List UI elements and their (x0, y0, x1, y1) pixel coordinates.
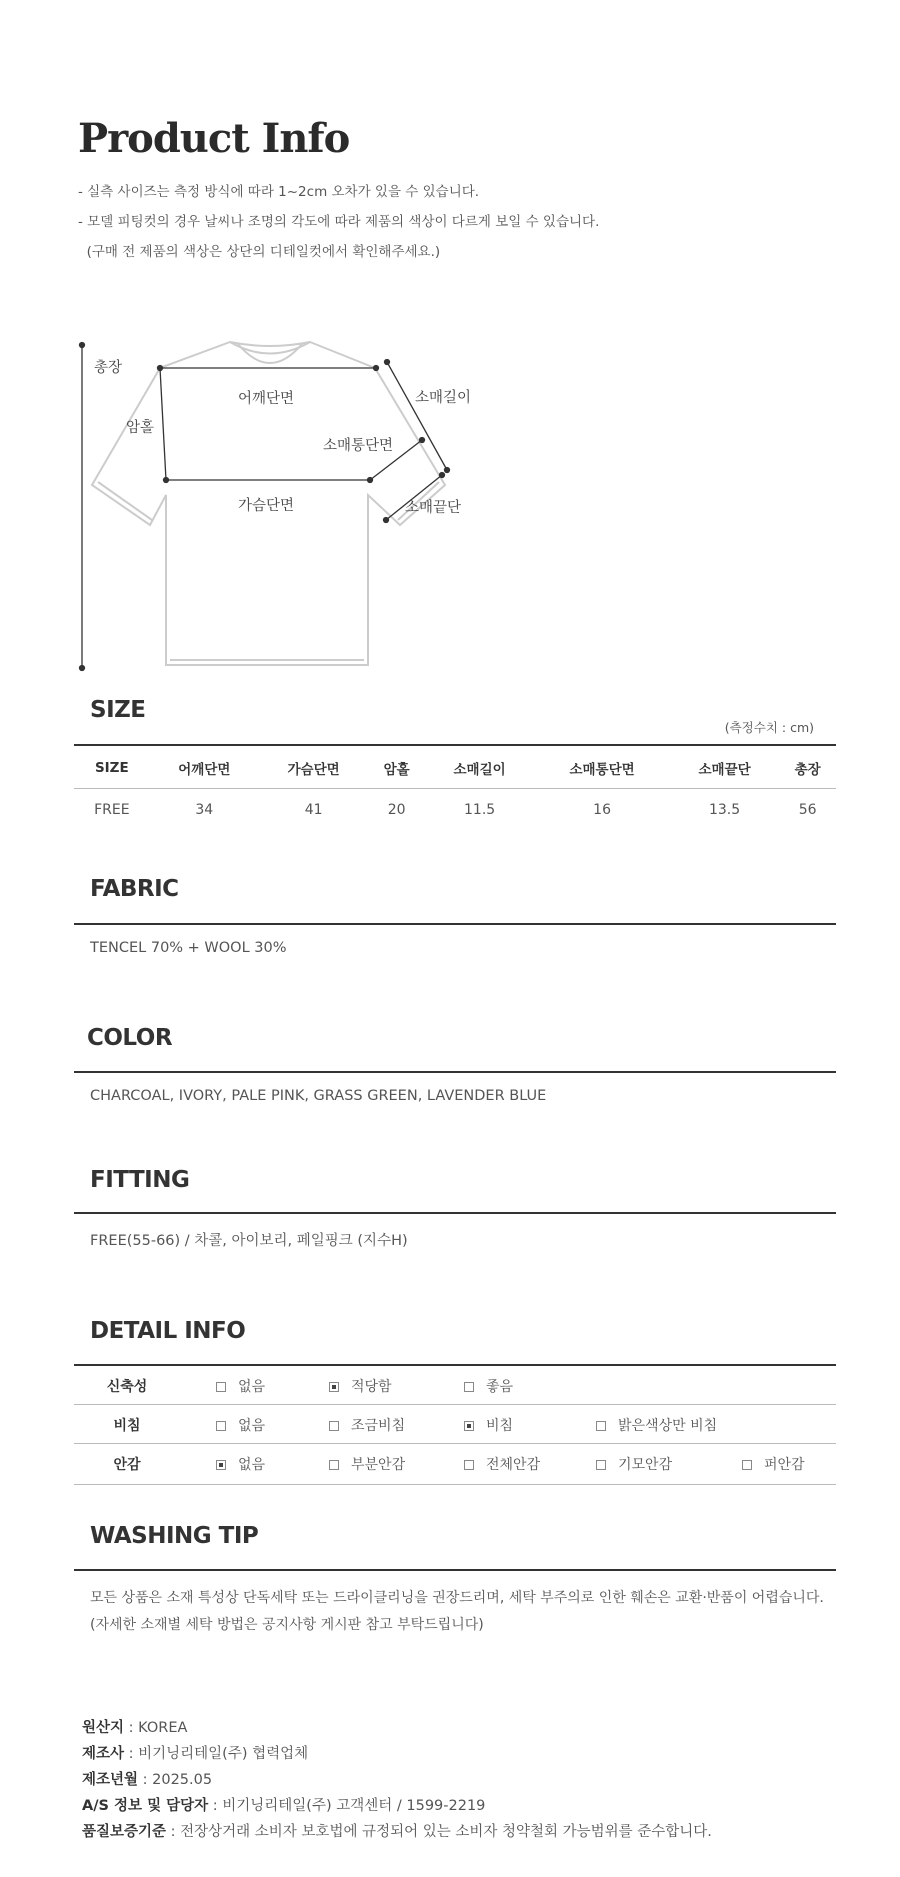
fitting-text: FREE(55-66) / 차콜, 아이보리, 페일핑크 (지수H) (90, 1233, 408, 1249)
size-col: 총장 (779, 748, 836, 789)
size-col: 소매끝단 (670, 748, 779, 789)
size-cell: FREE (94, 802, 130, 818)
washing-heading: WASHING TIP (90, 1523, 259, 1549)
option-moderate[interactable]: 적당함 (329, 1376, 392, 1396)
info-row: A/S 정보 및 담당자 : 비기닝리테일(주) 고객센터 / 1599-2219 (82, 1798, 486, 1814)
checkbox-icon[interactable] (216, 1382, 226, 1392)
size-cell: 13.5 (708, 802, 741, 818)
detail-row-label: 안감 (113, 1457, 141, 1473)
label-total-length: 총장 (94, 360, 123, 376)
size-col: 암홀 (368, 748, 425, 789)
checkbox-checked-icon[interactable] (329, 1382, 339, 1392)
color-heading: COLOR (87, 1025, 173, 1051)
detail-heading: DETAIL INFO (90, 1318, 246, 1344)
option-none[interactable]: 없음 (216, 1376, 265, 1396)
product-info-list (82, 1715, 712, 1845)
divider (74, 1212, 836, 1214)
checkbox-icon[interactable] (329, 1421, 339, 1431)
checkbox-icon[interactable] (742, 1460, 752, 1470)
option-partial[interactable]: 부분안감 (329, 1454, 405, 1474)
fabric-text: TENCEL 70% + WOOL 30% (90, 940, 287, 956)
label-shoulder: 어깨단면 (238, 391, 295, 407)
checkbox-icon[interactable] (329, 1460, 339, 1470)
info-row: 원산지 : KOREA (82, 1720, 188, 1736)
detail-row-label: 비침 (113, 1418, 141, 1434)
label-armhole: 암홀 (126, 420, 155, 436)
size-col: 가슴단면 (259, 748, 368, 789)
info-row: 제조년월 : 2025.05 (82, 1772, 213, 1788)
option-none[interactable]: 없음 (216, 1415, 265, 1435)
size-heading: SIZE (90, 697, 146, 723)
notice-item: (구매 전 제품의 색상은 상단의 디테일컷에서 확인해주세요.) (78, 244, 441, 260)
detail-row-stretch (74, 1366, 836, 1405)
color-text: CHARCOAL, IVORY, PALE PINK, GRASS GREEN, LAVENDER BLUE (90, 1088, 547, 1104)
option-full[interactable]: 전체안감 (464, 1454, 540, 1474)
label-sleeve-hem: 소매끝단 (405, 500, 462, 516)
tshirt-size-diagram (70, 330, 510, 680)
detail-row-lining (74, 1444, 836, 1485)
option-light-colors[interactable]: 밝은색상만 비침 (596, 1415, 717, 1435)
size-cell: 41 (304, 802, 323, 818)
notice-item: - 실측 사이즈는 측정 방식에 따라 1~2cm 오차가 있을 수 있습니다. (78, 184, 480, 200)
option-none[interactable]: 없음 (216, 1454, 265, 1474)
checkbox-icon[interactable] (464, 1460, 474, 1470)
checkbox-checked-icon[interactable] (464, 1421, 474, 1431)
label-sleeve-width: 소매통단면 (323, 438, 394, 454)
page-title: Product Info (78, 115, 350, 162)
label-chest: 가슴단면 (238, 498, 295, 514)
size-cell: 11.5 (464, 802, 496, 818)
size-cell: 34 (195, 802, 214, 818)
fabric-heading: FABRIC (90, 876, 179, 902)
size-unit: (측정수치 : cm) (724, 720, 814, 735)
option-fur[interactable]: 퍼안감 (742, 1454, 805, 1474)
option-sheer[interactable]: 비침 (464, 1415, 513, 1435)
table-row (74, 789, 836, 832)
notice-list (78, 177, 599, 267)
info-row: 품질보증기준 : 전장상거래 소비자 보호법에 규정되어 있는 소비자 청약철회 가능범위를 준수합니다. (82, 1824, 712, 1840)
label-sleeve-length: 소매길이 (415, 390, 472, 406)
checkbox-icon[interactable] (596, 1460, 606, 1470)
size-col: 소매통단면 (534, 748, 670, 789)
size-col: 소매길이 (425, 748, 534, 789)
divider (74, 1071, 836, 1073)
washing-text: 모든 상품은 소재 특성상 단독세탁 또는 드라이클리닝을 권장드리며, 세탁 부주의로 인한 훼손은 교환·반품이 어렵습니다. (90, 1590, 824, 1606)
size-table (74, 748, 836, 831)
option-good[interactable]: 좋음 (464, 1376, 513, 1396)
detail-row-label: 신축성 (106, 1379, 148, 1395)
size-table-header (74, 748, 836, 789)
checkbox-checked-icon[interactable] (216, 1460, 226, 1470)
checkbox-icon[interactable] (464, 1382, 474, 1392)
size-cell: 20 (387, 802, 406, 818)
size-cell: 16 (593, 802, 611, 818)
divider (74, 923, 836, 925)
checkbox-icon[interactable] (216, 1421, 226, 1431)
info-row: 제조사 : 비기닝리테일(주) 협력업체 (82, 1746, 309, 1762)
fitting-heading: FITTING (90, 1167, 190, 1193)
size-col: 어깨단면 (150, 748, 259, 789)
size-col: SIZE (74, 748, 150, 789)
size-cell: 56 (798, 802, 817, 818)
divider (74, 744, 836, 746)
notice-item: - 모델 피팅컷의 경우 날씨나 조명의 각도에 따라 제품의 색상이 다르게 보일 수 있습니다. (78, 214, 600, 230)
option-slight[interactable]: 조금비침 (329, 1415, 405, 1435)
option-fleece[interactable]: 기모안감 (596, 1454, 672, 1474)
detail-row-sheer (74, 1405, 836, 1444)
washing-note: (자세한 소재별 세탁 방법은 공지사항 게시판 참고 부탁드립니다) (90, 1617, 484, 1633)
divider (74, 1569, 836, 1571)
checkbox-icon[interactable] (596, 1421, 606, 1431)
